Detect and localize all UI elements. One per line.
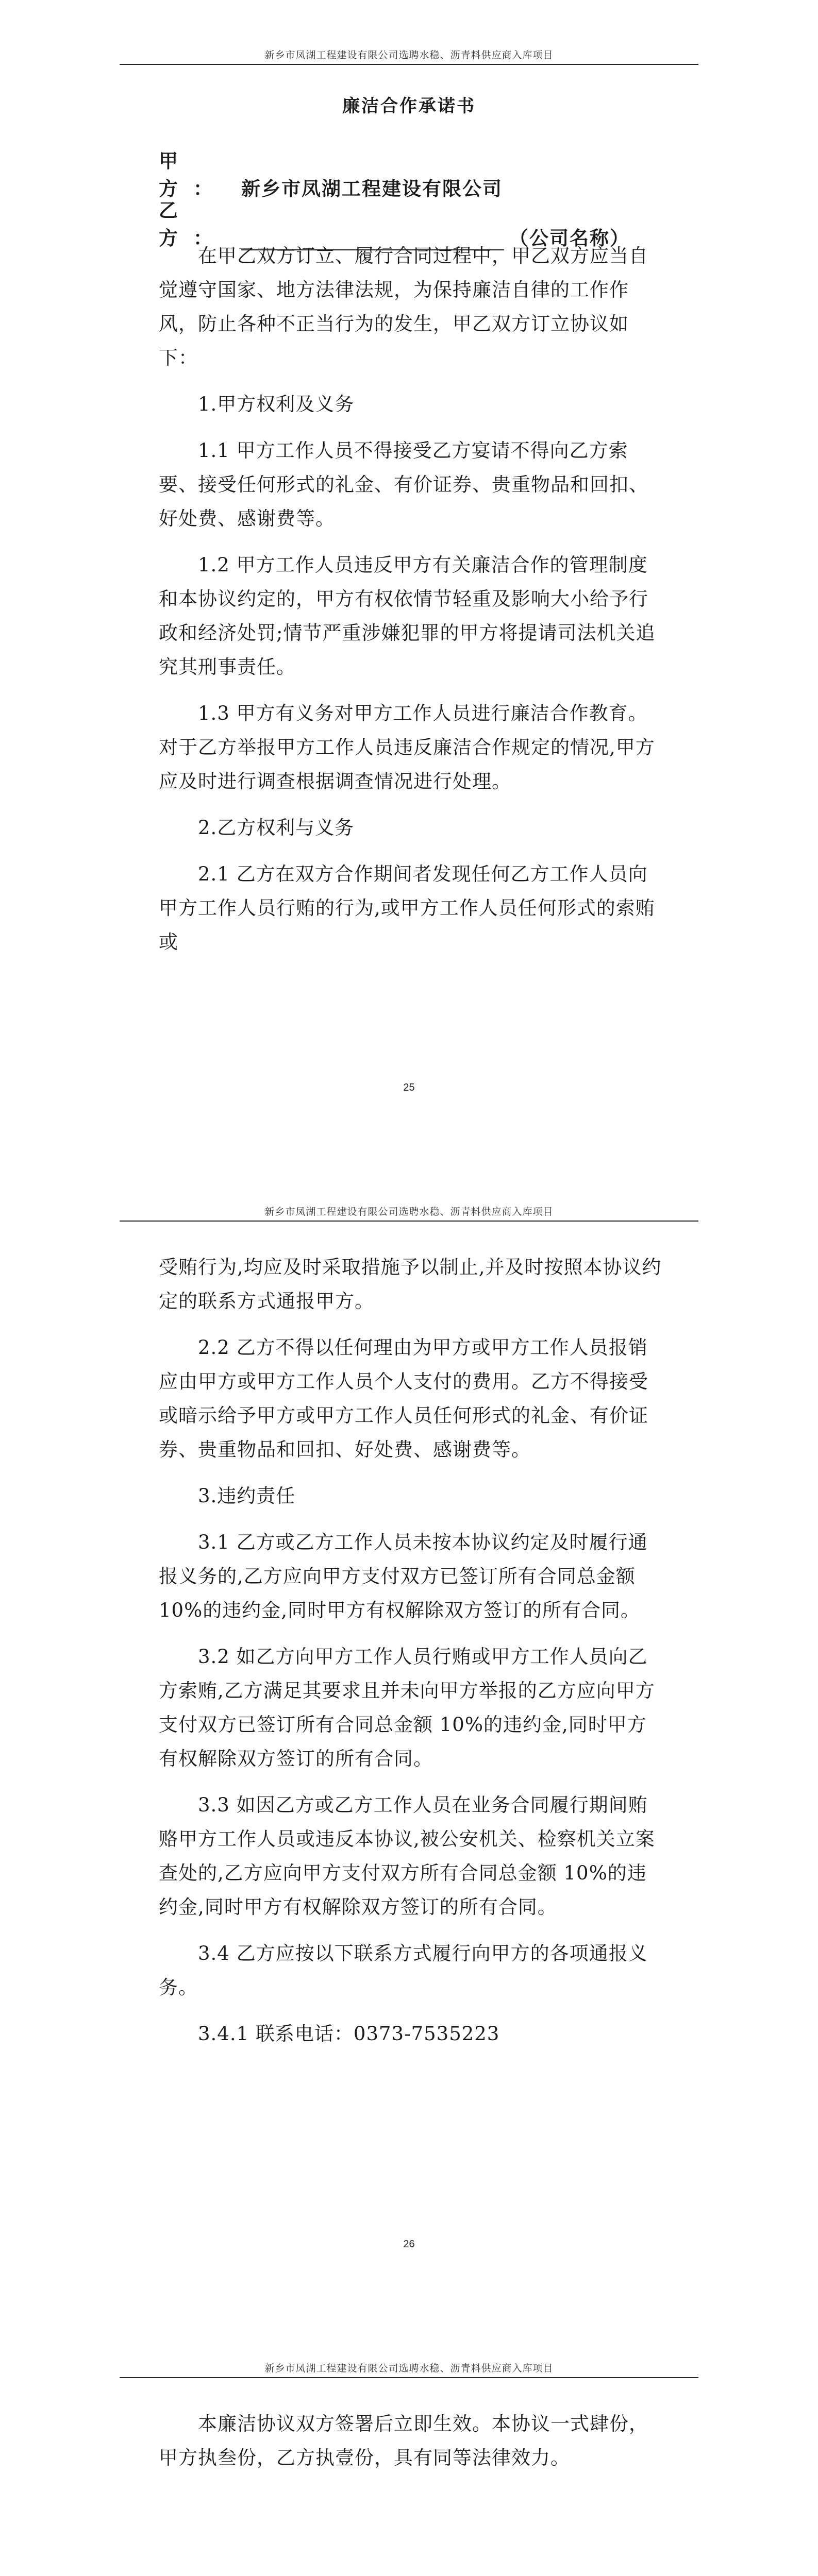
page-3: [0, 2313, 818, 2576]
party-b-suffix: （公司名称）: [509, 227, 630, 249]
paragraph: 3.3 如因乙方或乙方工作人员在业务合同履行期间贿赂甲方工作人员或违反本协议,被公安机关、检察机关立案查处的,乙方应向甲方支付双方所有合同总金额 10%的违约金,同时甲方有权解除双方签订的所有合同。: [159, 1794, 655, 1918]
party-a-line: [159, 145, 503, 201]
paragraph: 2.1 乙方在双方合作期间者发现任何乙方工作人员向甲方工作人员行贿的行为,或甲方工作人员任何形式的索贿或: [159, 863, 655, 953]
paragraph: 3.2 如乙方向甲方工作人员行贿或甲方工作人员向乙方索贿,乙方满足其要求且并未向甲方举报的乙方应向甲方支付双方已签订所有合同总金额 10%的违约金,同时甲方有权解除双方签订的所有合同。: [159, 1646, 655, 1770]
party-a-name: 新乡市凤湖工程建设有限公司: [241, 177, 503, 200]
paragraph: 在甲乙双方订立、履行合同过程中，甲乙双方应当自觉遵守国家、地方法律法规，为保持廉洁自律的工作作风，防止各种不正当行为的发生，甲乙双方订立协议如下：: [159, 245, 648, 369]
paragraph: 3.1 乙方或乙方工作人员未按本协议约定及时履行通报义务的,乙方应向甲方支付双方已签订所有合同总金额 10%的违约金,同时甲方有权解除双方签订的所有合同。: [159, 1531, 648, 1621]
contact-phone: 3.4.1 联系电话：0373-7535223: [198, 2023, 500, 2045]
paragraph: 本廉洁协议双方签署后立即生效。本协议一式肆份，甲方执叁份，乙方执壹份，具有同等法律效力。: [159, 2413, 648, 2469]
paragraph: 1.1 甲方工作人员不得接受乙方宴请不得向乙方索要、接受任何形式的礼金、有价证券、贵重物品和回扣、好处费、感谢费等。: [159, 439, 648, 530]
section-heading: 1.甲方权利及义务: [198, 393, 355, 415]
header-rule: [120, 2377, 698, 2378]
paragraph: 1.3 甲方有义务对甲方工作人员进行廉洁合作教育。对于乙方举报甲方工作人员违反廉洁合作规定的情况,甲方应及时进行调查根据调查情况进行处理。: [159, 702, 655, 792]
party-a-label: 甲 方：: [159, 149, 228, 200]
page-header: 新乡市凤湖工程建设有限公司选聘水稳、沥青料供应商入库项目: [264, 1206, 554, 1217]
section-heading: 2.乙方权利与义务: [198, 817, 355, 839]
page-2-body: [159, 1250, 664, 2063]
paragraph: 1.2 甲方工作人员违反甲方有关廉洁合作的管理制度和本协议约定的，甲方有权依情节轻重及影响大小给予行政和经济处罚;情节严重涉嫌犯罪的甲方将提请司法机关追究其刑事责任。: [159, 554, 656, 678]
page-3-body: [159, 2407, 664, 2487]
page-2: [0, 1157, 818, 2313]
page-header: 新乡市凤湖工程建设有限公司选聘水稳、沥青料供应商入库项目: [264, 2363, 554, 2374]
page-number: 26: [403, 2239, 415, 2250]
page-1: [0, 0, 818, 1157]
paragraph: 受贿行为,均应及时采取措施予以制止,并及时按照本协议约定的联系方式通报甲方。: [159, 1256, 662, 1312]
header-rule: [120, 1221, 698, 1222]
page-number: 25: [403, 1082, 415, 1093]
section-heading: 3.违约责任: [198, 1485, 296, 1507]
paragraph: 2.2 乙方不得以任何理由为甲方或甲方工作人员报销应由甲方或甲方工作人员个人支付的费用。乙方不得接受或暗示给予甲方或甲方工作人员任何形式的礼金、有价证券、贵重物品和回扣、好处费、感谢费等。: [159, 1336, 648, 1461]
party-b-label: 乙 方：: [159, 199, 228, 249]
header-rule: [120, 64, 698, 65]
paragraph: 3.4 乙方应按以下联系方式履行向甲方的各项通报义务。: [159, 1942, 648, 1998]
page-1-body: [159, 239, 664, 972]
page-header: 新乡市凤湖工程建设有限公司选聘水稳、沥青料供应商入库项目: [264, 49, 554, 61]
document-title: 廉洁合作承诺书: [342, 96, 476, 116]
